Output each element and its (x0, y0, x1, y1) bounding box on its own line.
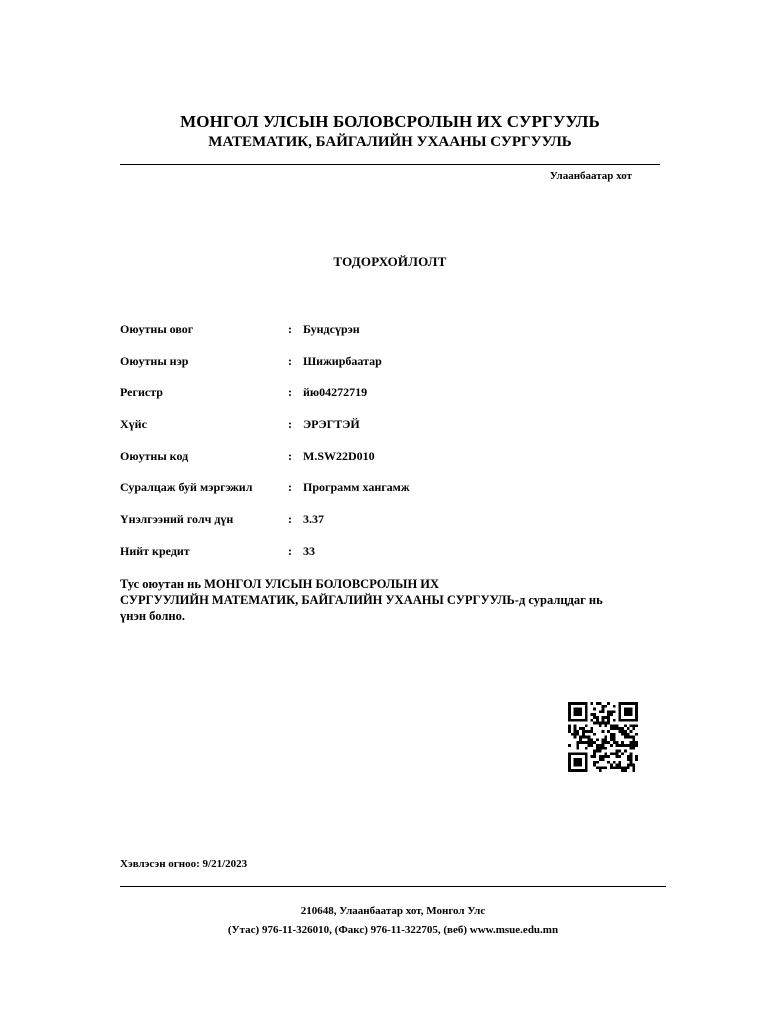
field-value: ЭРЭГТЭЙ (303, 417, 360, 432)
field-value: Бундсүрэн (303, 322, 360, 336)
field-label: Оюутны овог (120, 322, 194, 336)
school-name: МАТЕМАТИК, БАЙГАЛИЙН УХААНЫ СУРГУУЛЬ (208, 134, 572, 150)
header-divider (120, 164, 660, 165)
field-row-gender (120, 417, 620, 449)
field-label: Оюутны код (120, 448, 189, 463)
field-label: Нийт кредит (120, 543, 190, 558)
field-label: Хүйс (120, 417, 147, 432)
field-value: Программ хангамж (303, 480, 410, 495)
field-row-surname (120, 322, 620, 354)
footer-contacts: (Утас) 976-11-326010, (Факс) 976-11-322705, (веб) www.msue.edu.mn (227, 924, 559, 936)
field-separator: : (288, 353, 292, 368)
field-label: Суралцаж буй мэргэжил (120, 480, 253, 495)
footer (120, 902, 666, 940)
field-separator: : (288, 480, 292, 495)
document-title: ТОДОРХОЙЛОЛТ (333, 254, 447, 269)
field-label: Үнэлгээний голч дүн (120, 512, 234, 527)
statement-line-1: Тус оюутан нь МОНГОЛ УЛСЫН БОЛОВСРОЛЫН ИХ (120, 577, 440, 591)
field-value: 33 (303, 543, 315, 558)
field-separator: : (288, 448, 292, 463)
letterhead (120, 112, 660, 152)
field-label: Регистр (120, 385, 163, 400)
field-row-major (120, 480, 620, 512)
field-separator: : (288, 417, 292, 432)
statement-paragraph (120, 576, 648, 624)
statement-line-3: үнэн болно. (120, 609, 185, 623)
field-row-gpa (120, 512, 620, 544)
footer-divider (120, 886, 666, 887)
qr-code-icon (568, 702, 638, 772)
field-value: йю04272719 (303, 385, 368, 400)
university-name: МОНГОЛ УЛСЫН БОЛОВСРОЛЫН ИХ СУРГУУЛЬ (180, 112, 600, 131)
field-value: M.SW22D010 (303, 448, 375, 463)
city-label: Улаанбаатар хот (549, 170, 632, 182)
field-label: Оюутны нэр (120, 353, 189, 368)
field-row-student-code (120, 449, 620, 481)
field-row-name (120, 354, 620, 386)
field-value: Шижирбаатар (303, 353, 382, 368)
field-separator: : (288, 512, 292, 527)
field-separator: : (288, 322, 292, 336)
printed-date: Хэвлэсэн огноо: 9/21/2023 (120, 858, 248, 870)
footer-address: 210648, Улаанбаатар хот, Монгол Улс (300, 905, 486, 917)
field-separator: : (288, 543, 292, 558)
field-row-credits (120, 544, 620, 576)
field-row-register (120, 385, 620, 417)
student-info (120, 322, 620, 576)
field-separator: : (288, 385, 292, 400)
field-value: 3.37 (303, 512, 324, 527)
statement-line-2: СУРГУУЛИЙН МАТЕМАТИК, БАЙГАЛИЙН УХААНЫ СУРГУУЛЬ-д суралцдаг нь (120, 593, 603, 607)
